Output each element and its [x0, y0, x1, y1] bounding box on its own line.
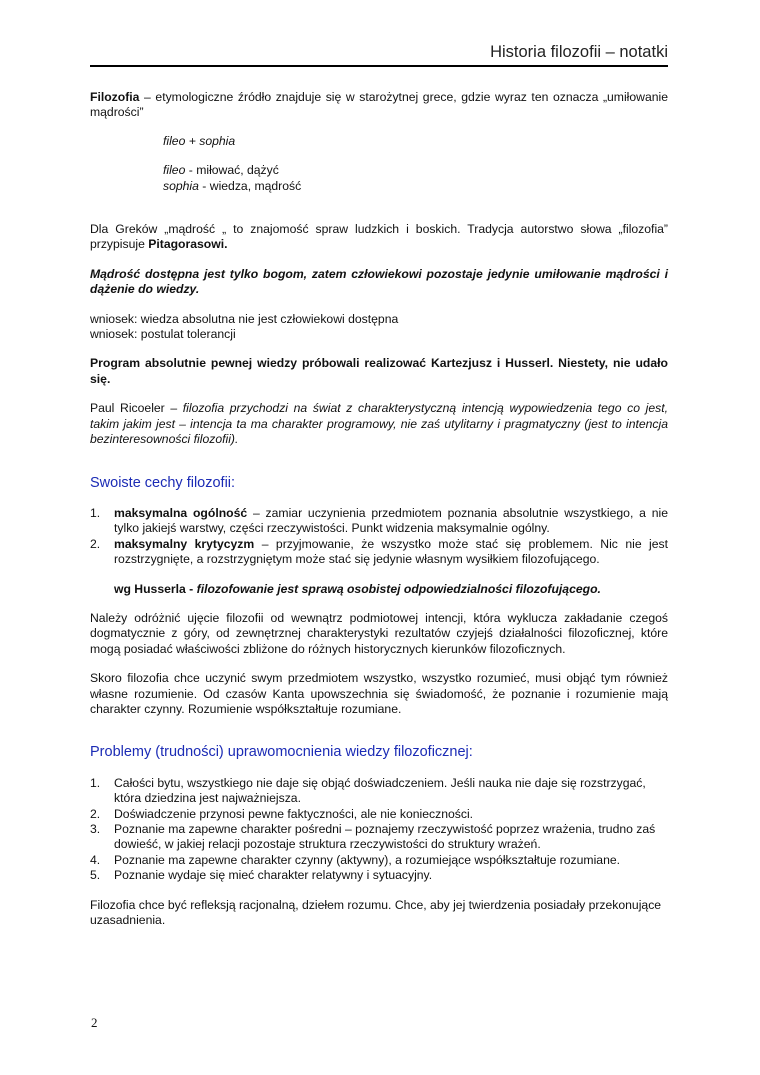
list-item-number: 1. [90, 775, 101, 790]
sophia-meaning: wiedza, mądrość [209, 178, 302, 193]
list-item [90, 537, 668, 568]
list-item [90, 822, 668, 853]
husserl-quote [90, 582, 668, 597]
husserl-label: wg Husserla - [114, 581, 197, 596]
greeks-paragraph [90, 222, 668, 253]
page-number: 2 [91, 1015, 98, 1030]
list-item-text: Poznanie ma zapewne charakter pośredni – poznajemy rzeczywistość poprzez wrażenia, trudno zaś dowieść, w jakiej relacji pozostaje struktura rzeczywistości do struktury wrażeń. [114, 822, 656, 852]
closing-paragraph: Filozofia chce być refleksją racjonalną, dziełem rozumu. Chce, aby jej twierdzenia posiadały przekonujące uzasadnienia. [90, 897, 662, 928]
list-item-text: Poznanie ma zapewne charakter czynny (aktywny), a rozumiejące współkształtuje rozumiane. [114, 852, 621, 867]
list-item [90, 506, 668, 537]
fileo-separator: - [185, 163, 197, 178]
list-item-text: – zamiar uczynienia przedmiotem poznania absolutnie wszystkiego, a nie tylko jakiejś warstwy, części rzeczywistości. Punkt widzenia maksymalnie ogólny. [114, 505, 668, 536]
sophia-word: sophia [163, 178, 199, 193]
list-item-number: 1. [90, 505, 101, 520]
etymology-sophia [90, 179, 668, 194]
list-item-number: 2. [90, 806, 101, 821]
list-item [90, 853, 668, 868]
header-title: Historia filozofii – notatki [490, 43, 668, 61]
conclusion-2: wniosek: postulat tolerancji [90, 327, 236, 342]
section-heading-features: Swoiste cechy filozofii: [90, 474, 236, 491]
etymology-fileo [90, 163, 668, 178]
ricoeur-paragraph [90, 401, 668, 447]
list-item-term: maksymalny krytycyzm [114, 536, 255, 551]
conclusion-1: wniosek: wiedza absolutna nie jest człowiekowi dostępna [90, 311, 399, 326]
document-body [90, 90, 668, 928]
fileo-word: fileo [163, 163, 186, 178]
page-header [90, 38, 668, 67]
ricoeur-name: Paul Ricoeler – [90, 401, 183, 416]
program-paragraph: Program absolutnie pewnej wiedzy próbowali realizować Kartezjusz i Husserl. Niestety, nie udało się. [90, 356, 668, 386]
husserl-text: filozofowanie jest sprawą osobistej odpowiedzialności filozofującego. [196, 581, 601, 596]
wisdom-statement: Mądrość dostępna jest tylko bogom, zatem człowiekowi pozostaje jedynie umiłowanie mądrości i dążenie do wiedzy. [90, 266, 668, 297]
list-item-number: 4. [90, 852, 101, 867]
etymology-formula: fileo + sophia [163, 133, 236, 148]
sophia-separator: - [198, 178, 210, 193]
list-item [90, 868, 668, 883]
fileo-meaning: miłować, dążyć [196, 163, 279, 178]
features-list [90, 506, 668, 568]
list-item [90, 776, 668, 807]
greeks-name: Pitagorasowi. [148, 237, 228, 252]
list-item-text: Doświadczenie przynosi pewne faktyczności, ale nie konieczności. [114, 806, 474, 821]
list-item-text: Całości bytu, wszystkiego nie daje się objąć doświadczeniem. Jeśli nauka nie daje się rozstrzygać, która dziedzina jest najważniejsza. [114, 775, 646, 806]
distinction-paragraph: Należy odróżnić ujęcie filozofii od wewnątrz podmiotowej intencji, która wyklucza zakładanie czegoś dogmatycznie z góry, od zewnętrznej charakterystyki rezultatów czyjejś działalności filozoficznej, które mogą posiadać właściwości zbliżone do różnych historycznych kierunków filozoficznych. [90, 610, 668, 656]
list-item-text: – przyjmowanie, że wszystko może stać się problemem. Nic nie jest rozstrzygnięte, a rozstrzygniętym może stać się jedynie własnym wysiłkiem filozofującego. [114, 536, 669, 567]
intro-term: Filozofia [90, 90, 140, 104]
intro-definition: – etymologiczne źródło znajduje się w starożytnej grece, gdzie wyraz ten oznacza „umiłowanie mądrości” [90, 90, 668, 120]
list-item-number: 5. [90, 868, 101, 883]
greeks-text: Dla Greków „mądrość „ to znajomość spraw ludzkich i boskich. Tradycja autorstwo słowa „filozofia” przypisuje [90, 222, 668, 252]
intro-paragraph [90, 90, 668, 121]
ricoeur-quote: filozofia przychodzi na świat z charakterystyczną intencją wypowiedzenia tego co jest, takim jakim jest – intencja ta ma charakter programowy, nie zaś utylitarny i pragmatyczny (jest to intencja bezinteresowności filozofii). [90, 401, 668, 447]
understanding-paragraph: Skoro filozofia chce uczynić swym przedmiotem wszystko, wszystko rozumieć, musi objąć tym również własne rozumienie. Od czasów Kanta upowszechnia się świadomość, że poznanie i rozumienie mają charakter czynny. Rozumienie współkształtuje rozumiane. [90, 671, 668, 716]
list-item-number: 3. [90, 822, 101, 836]
list-item [90, 807, 668, 822]
problems-list [90, 776, 668, 884]
list-item-term: maksymalna ogólność [114, 505, 248, 520]
section-heading-problems: Problemy (trudności) uprawomocnienia wiedzy filozoficznej: [90, 744, 473, 761]
list-item-number: 2. [90, 536, 101, 551]
list-item-text: Poznanie wydaje się mieć charakter relatywny i sytuacyjny. [114, 868, 433, 883]
